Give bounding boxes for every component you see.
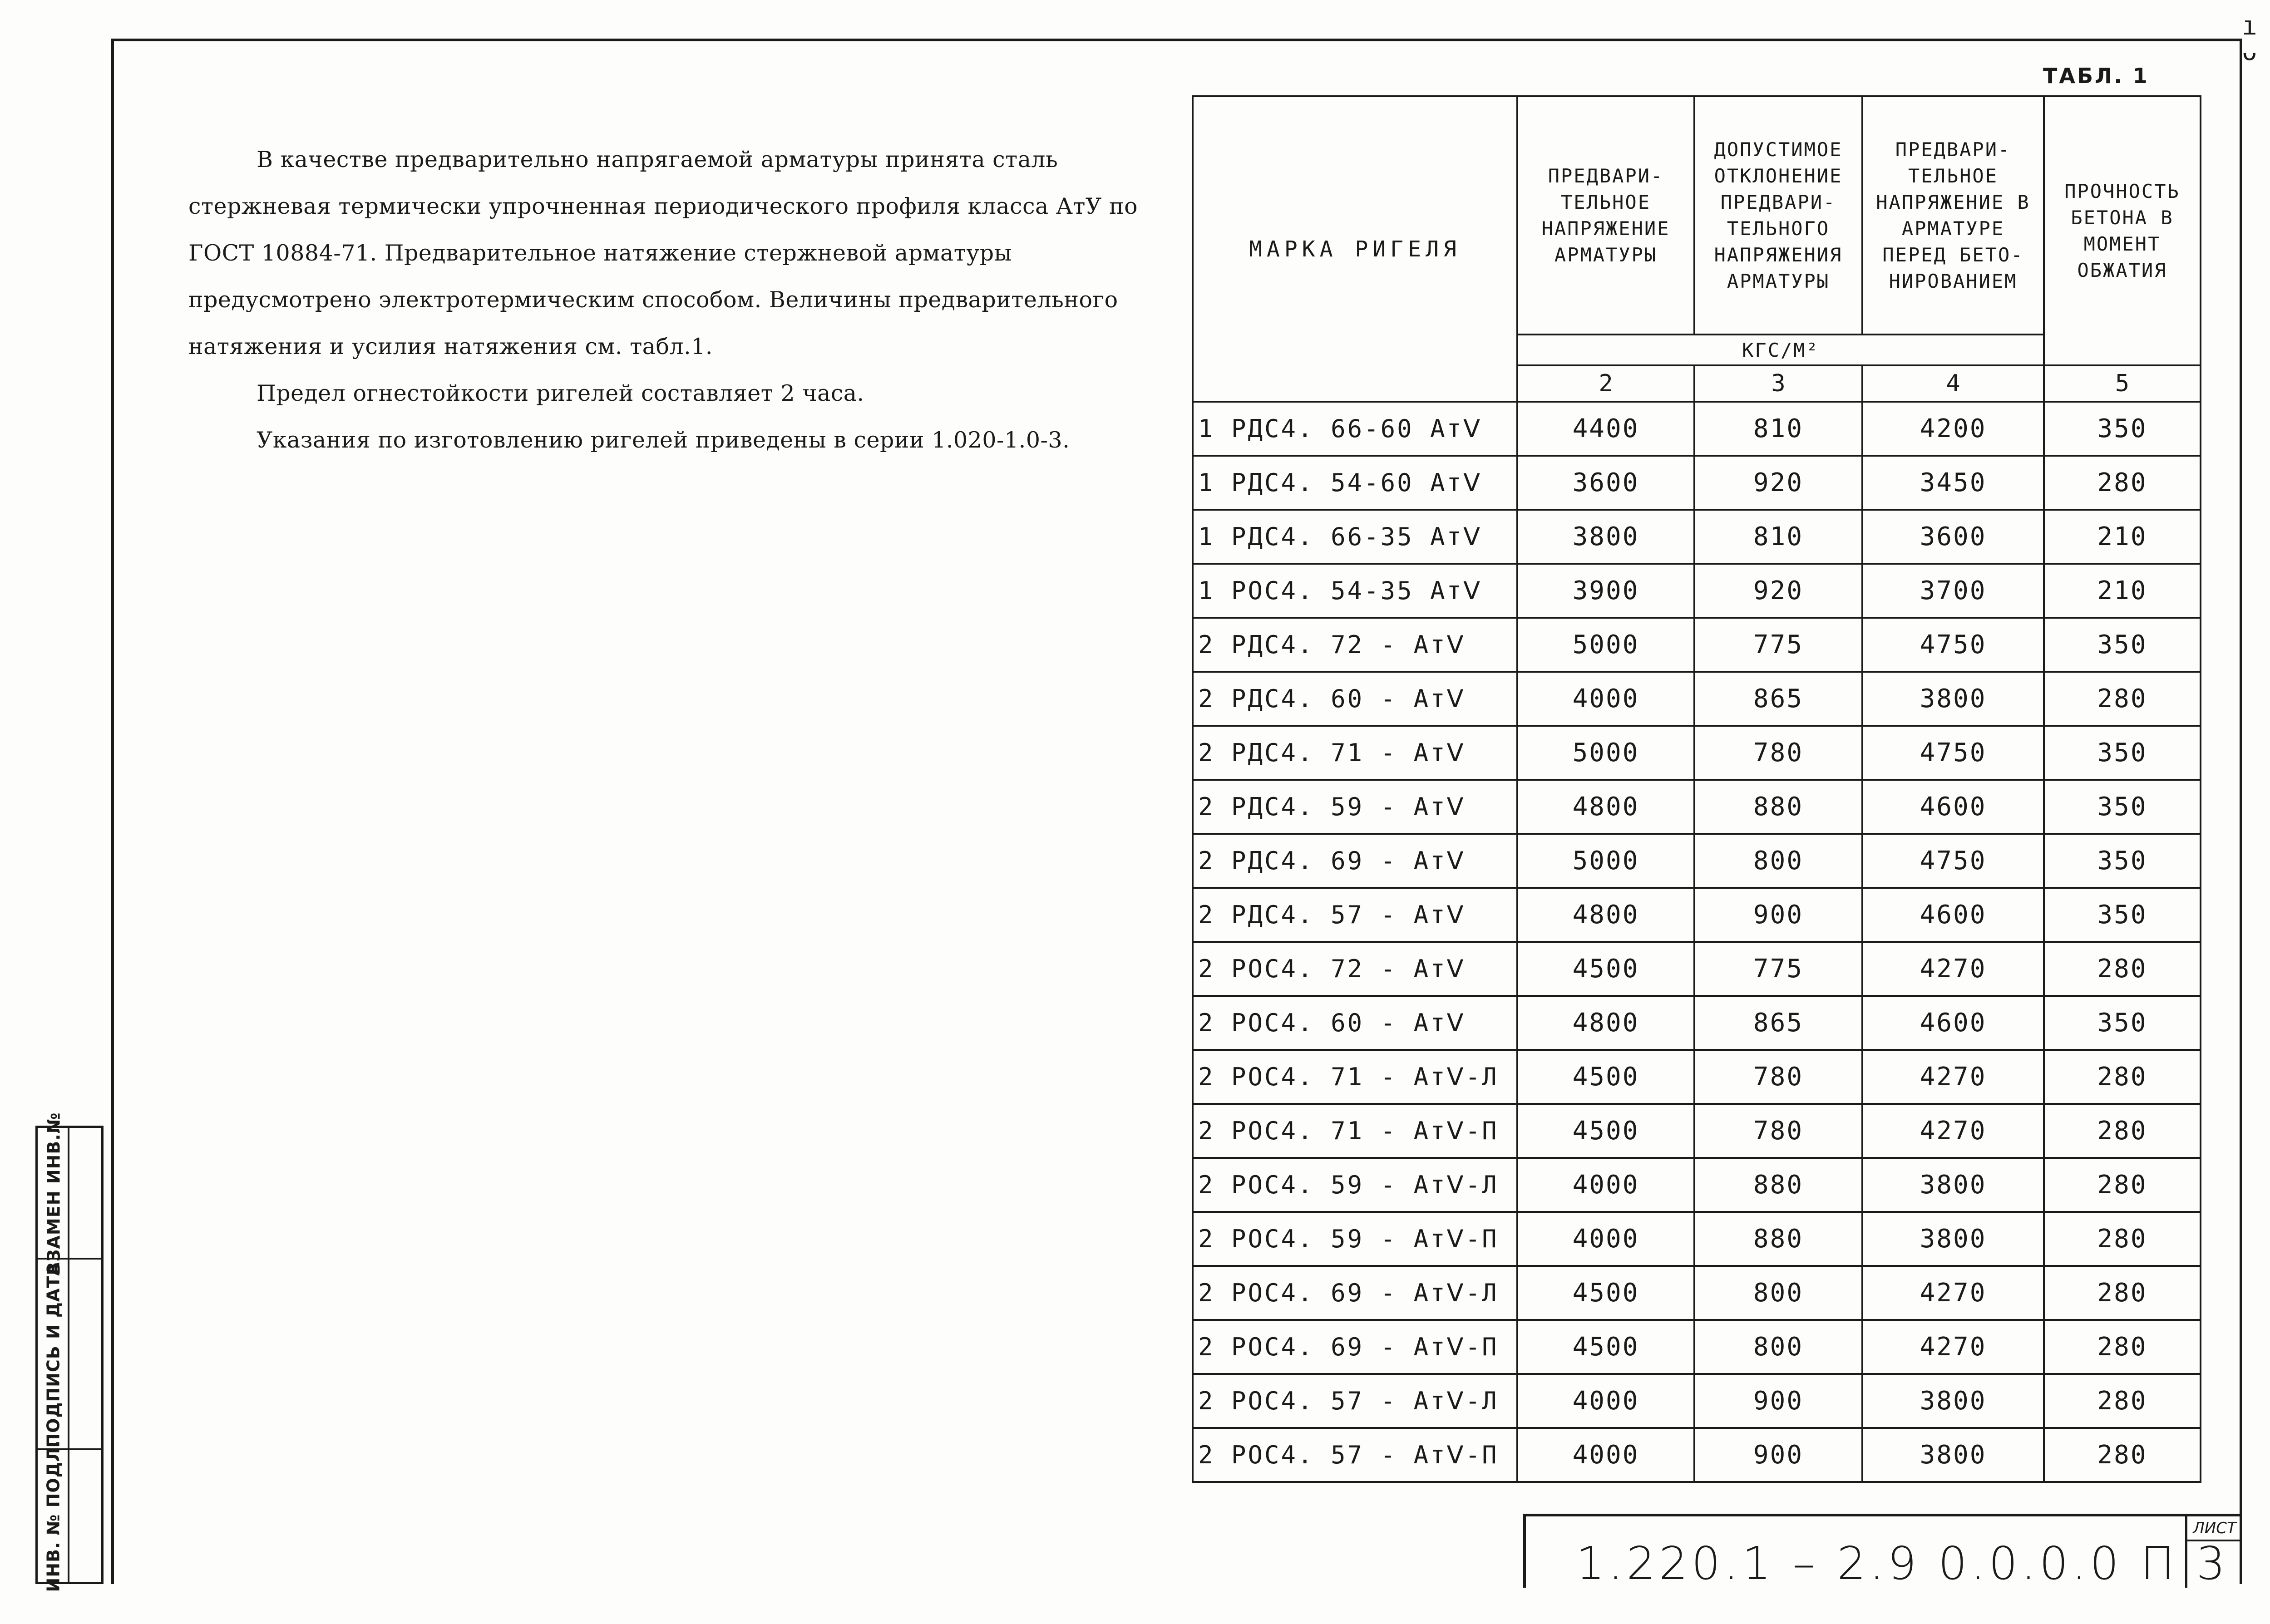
value-cell: 280 [2044, 942, 2201, 996]
value-cell: 920 [1694, 564, 1862, 618]
girder-mark-cell: 1 РОС4. 54-35 АтⅤ [1193, 564, 1517, 618]
value-cell: 4000 [1517, 1428, 1694, 1482]
value-cell: 800 [1694, 1266, 1862, 1320]
value-cell: 350 [2044, 618, 2201, 672]
table-row [1193, 510, 2201, 564]
girder-mark-cell: 2 РДС4. 57 - АтⅤ [1193, 888, 1517, 942]
girder-mark-cell: 2 РДС4. 60 - АтⅤ [1193, 672, 1517, 726]
prestress-table [1192, 95, 2201, 1483]
header-deviation: ДОПУСТИМОЕ ОТКЛОНЕНИЕ ПРЕДВАРИ-ТЕЛЬНОГО НАПРЯЖЕНИЯ АРМАТУРЫ [1694, 96, 1862, 335]
column-number: 5 [2044, 365, 2201, 402]
girder-mark-cell: 2 РОС4. 57 - АтⅤ-Л [1193, 1374, 1517, 1428]
value-cell: 210 [2044, 510, 2201, 564]
column-number: 2 [1517, 365, 1694, 402]
value-cell: 3800 [1862, 1212, 2044, 1266]
value-cell: 4270 [1862, 1266, 2044, 1320]
value-cell: 775 [1694, 942, 1862, 996]
table-body [1193, 402, 2201, 1482]
table-row [1193, 1374, 2201, 1428]
value-cell: 880 [1694, 780, 1862, 834]
unit-cell: КГС/М² [1517, 335, 2044, 365]
value-cell: 4200 [1862, 402, 2044, 456]
value-cell: 865 [1694, 672, 1862, 726]
paragraph-fire-resistance: Предел огнестойкости ригелей составляет 2 часа. [257, 380, 864, 406]
table-row [1193, 1266, 2201, 1320]
header-concrete-strength: ПРОЧНОСТЬ БЕТОНА В МОМЕНТ ОБЖАТИЯ [2044, 96, 2201, 365]
table-row [1193, 1158, 2201, 1212]
value-cell: 4500 [1517, 1266, 1694, 1320]
value-cell: 5000 [1517, 618, 1694, 672]
value-cell: 350 [2044, 996, 2201, 1050]
girder-mark-cell: 2 РОС4. 69 - АтⅤ-Л [1193, 1266, 1517, 1320]
table-row [1193, 1212, 2201, 1266]
value-cell: 280 [2044, 672, 2201, 726]
girder-mark-cell: 2 РДС4. 69 - АтⅤ [1193, 834, 1517, 888]
table-row [1193, 942, 2201, 996]
value-cell: 3600 [1517, 456, 1694, 510]
girder-mark-cell: 1 РДС4. 54-60 АтⅤ [1193, 456, 1517, 510]
value-cell: 4000 [1517, 1374, 1694, 1428]
value-cell: 4000 [1517, 1212, 1694, 1266]
body-text [188, 136, 1151, 463]
value-cell: 280 [2044, 1320, 2201, 1374]
value-cell: 780 [1694, 1104, 1862, 1158]
girder-mark-cell: 2 РДС4. 72 - АтⅤ [1193, 618, 1517, 672]
value-cell: 800 [1694, 834, 1862, 888]
value-cell: 3800 [1862, 672, 2044, 726]
value-cell: 3450 [1862, 456, 2044, 510]
value-cell: 3800 [1862, 1428, 2044, 1482]
value-cell: 4270 [1862, 1050, 2044, 1104]
table-row [1193, 834, 2201, 888]
paragraph-manufacturing: Указания по изготовлению ригелей приведены в серии 1.020-1.0-3. [257, 427, 1070, 453]
title-block [1523, 1514, 2242, 1588]
value-cell: 280 [2044, 1428, 2201, 1482]
value-cell: 280 [2044, 1050, 2201, 1104]
value-cell: 350 [2044, 780, 2201, 834]
value-cell: 4800 [1517, 888, 1694, 942]
girder-mark-cell: 2 РОС4. 57 - АтⅤ-П [1193, 1428, 1517, 1482]
value-cell: 4500 [1517, 942, 1694, 996]
value-cell: 4750 [1862, 618, 2044, 672]
girder-mark-cell: 2 РОС4. 69 - АтⅤ-П [1193, 1320, 1517, 1374]
value-cell: 900 [1694, 1428, 1862, 1482]
table-row [1193, 564, 2201, 618]
corner-mark: ı ᴗ [2242, 11, 2257, 66]
table-row [1193, 618, 2201, 672]
girder-mark-cell: 1 РДС4. 66-35 АтⅤ [1193, 510, 1517, 564]
table-row [1193, 996, 2201, 1050]
value-cell: 210 [2044, 564, 2201, 618]
value-cell: 810 [1694, 510, 1862, 564]
value-cell: 4800 [1517, 780, 1694, 834]
value-cell: 4600 [1862, 996, 2044, 1050]
value-cell: 3800 [1517, 510, 1694, 564]
girder-mark-cell: 2 РОС4. 59 - АтⅤ-Л [1193, 1158, 1517, 1212]
value-cell: 4500 [1517, 1320, 1694, 1374]
value-cell: 280 [2044, 456, 2201, 510]
table-label: ТАБЛ. 1 [2043, 64, 2149, 88]
value-cell: 4270 [1862, 942, 2044, 996]
value-cell: 800 [1694, 1320, 1862, 1374]
value-cell: 4000 [1517, 672, 1694, 726]
value-cell: 4500 [1517, 1104, 1694, 1158]
value-cell: 3700 [1862, 564, 2044, 618]
header-prestress-before-concreting: ПРЕДВАРИ-ТЕЛЬНОЕ НАПРЯЖЕНИЕ В АРМАТУРЕ ПЕРЕД БЕТО-НИРОВАНИЕМ [1862, 96, 2044, 335]
value-cell: 350 [2044, 726, 2201, 780]
value-cell: 5000 [1517, 834, 1694, 888]
value-cell: 780 [1694, 1050, 1862, 1104]
value-cell: 4600 [1862, 780, 2044, 834]
value-cell: 920 [1694, 456, 1862, 510]
value-cell: 3800 [1862, 1158, 2044, 1212]
table-row [1193, 402, 2201, 456]
drawing-code: 1.220.1 – 2.9 0.0.0.0 П 3 [1576, 1537, 2229, 1590]
girder-mark-cell: 1 РДС4. 66-60 АтⅤ [1193, 402, 1517, 456]
table-row [1193, 1050, 2201, 1104]
value-cell: 4270 [1862, 1320, 2044, 1374]
value-cell: 280 [2044, 1104, 2201, 1158]
sheet-label: ЛИСТ [2187, 1516, 2242, 1541]
table-row [1193, 672, 2201, 726]
value-cell: 4600 [1862, 888, 2044, 942]
value-cell: 880 [1694, 1158, 1862, 1212]
side-stamp [35, 1112, 104, 1592]
stamp-label-replacement: ВЗАМЕН ИНВ.№ [44, 1112, 64, 1275]
value-cell: 4000 [1517, 1158, 1694, 1212]
girder-mark-cell: 2 РОС4. 59 - АтⅤ-П [1193, 1212, 1517, 1266]
girder-mark-cell: 2 РДС4. 59 - АтⅤ [1193, 780, 1517, 834]
value-cell: 350 [2044, 888, 2201, 942]
column-number: 3 [1694, 365, 1862, 402]
value-cell: 280 [2044, 1266, 2201, 1320]
table-row [1193, 780, 2201, 834]
value-cell: 900 [1694, 888, 1862, 942]
value-cell: 900 [1694, 1374, 1862, 1428]
value-cell: 4750 [1862, 726, 2044, 780]
value-cell: 810 [1694, 402, 1862, 456]
sheet-number-box [2185, 1516, 2242, 1588]
table-row [1193, 888, 2201, 942]
value-cell: 775 [1694, 618, 1862, 672]
header-prestress: ПРЕДВАРИ-ТЕЛЬНОЕ НАПРЯЖЕНИЕ АРМАТУРЫ [1517, 96, 1694, 335]
girder-mark-cell: 2 РОС4. 60 - АтⅤ [1193, 996, 1517, 1050]
value-cell: 3800 [1862, 1374, 2044, 1428]
value-cell: 280 [2044, 1158, 2201, 1212]
value-cell: 4500 [1517, 1050, 1694, 1104]
stamp-label-inventory: ИНВ. № ПОДЛ. [44, 1440, 64, 1592]
value-cell: 880 [1694, 1212, 1862, 1266]
value-cell: 4800 [1517, 996, 1694, 1050]
table-row [1193, 456, 2201, 510]
value-cell: 4400 [1517, 402, 1694, 456]
header-mark: МАРКА РИГЕЛЯ [1193, 96, 1517, 402]
value-cell: 4270 [1862, 1104, 2044, 1158]
girder-mark-cell: 2 РДС4. 71 - АтⅤ [1193, 726, 1517, 780]
paragraph-reinforcement: В качестве предварительно напрягаемой арматуры принята сталь стержневая термически упрочненная периодического профиля класса АтУ по ГОСТ 10884-71. Предварительное натяжение стержневой арматуры предусмотрено электротермическим способом. Величины предварительного натяжения и усилия натяжения см. табл.1. [188, 147, 1138, 359]
value-cell: 280 [2044, 1212, 2201, 1266]
value-cell: 3900 [1517, 564, 1694, 618]
value-cell: 350 [2044, 402, 2201, 456]
girder-mark-cell: 2 РОС4. 71 - АтⅤ-П [1193, 1104, 1517, 1158]
value-cell: 780 [1694, 726, 1862, 780]
table-row [1193, 1104, 2201, 1158]
table-row [1193, 726, 2201, 780]
table-row [1193, 1320, 2201, 1374]
value-cell: 3600 [1862, 510, 2044, 564]
value-cell: 865 [1694, 996, 1862, 1050]
column-number: 4 [1862, 365, 2044, 402]
stamp-label-signature: ПОДПИСЬ И ДАТА [44, 1262, 64, 1448]
value-cell: 4750 [1862, 834, 2044, 888]
table-row [1193, 1428, 2201, 1482]
value-cell: 350 [2044, 834, 2201, 888]
value-cell: 5000 [1517, 726, 1694, 780]
girder-mark-cell: 2 РОС4. 71 - АтⅤ-Л [1193, 1050, 1517, 1104]
value-cell: 280 [2044, 1374, 2201, 1428]
girder-mark-cell: 2 РОС4. 72 - АтⅤ [1193, 942, 1517, 996]
